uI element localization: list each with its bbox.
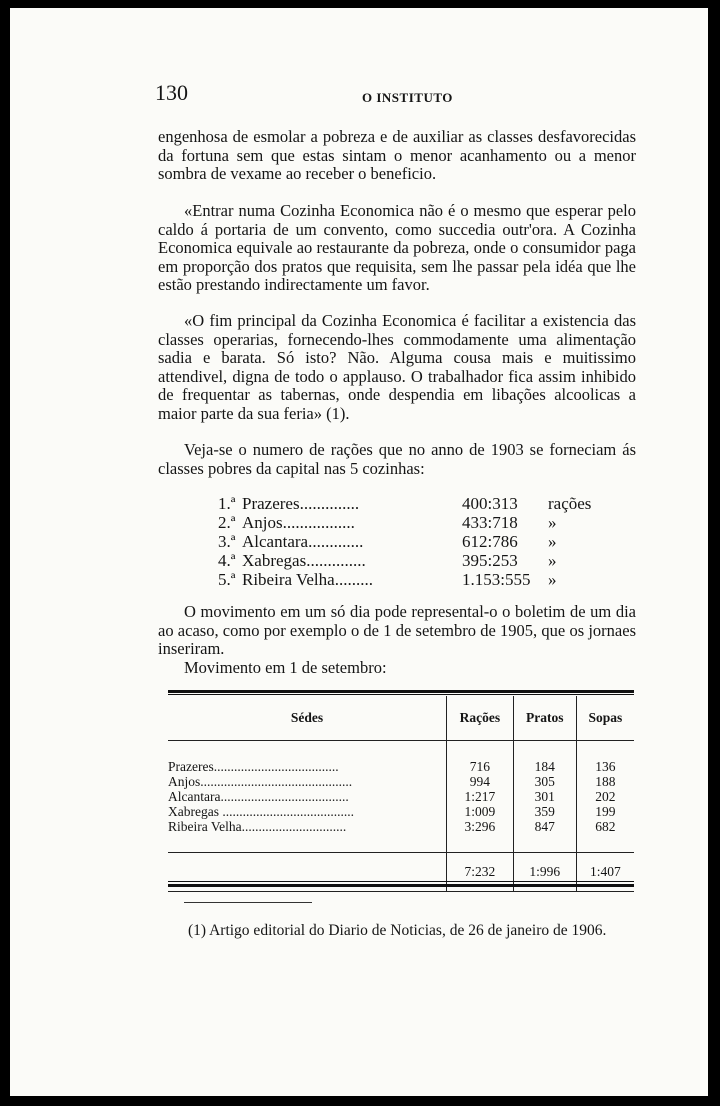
- list-item: [218, 570, 598, 589]
- cell-sopas: 202: [576, 789, 634, 804]
- cell-racoes: 1:009: [447, 804, 514, 819]
- cell-sopas: 199: [576, 804, 634, 819]
- list-unit: »: [548, 513, 557, 532]
- table-top-rule-thin: [168, 694, 634, 695]
- paragraph: «O fim principal da Cozinha Economica é facilitar a existencia das classes operarias, fornecendo-lhes commodamente uma alimentação sadia e barata. Só isto? Não. Alguma cousa mais e muitissimo attendivel, digna de todo o applauso. O trabalhador fica assim inhibido de frequentar as tabernas, onde despendia em libações alcoolicas a maior parte da sua feria» (1).: [158, 311, 636, 423]
- table-row: [168, 789, 634, 804]
- table-row: [168, 774, 634, 789]
- cell-sopas: 188: [576, 774, 634, 789]
- cell-racoes: 3:296: [447, 819, 514, 834]
- paragraph: Movimento em 1 de setembro:: [184, 658, 387, 677]
- table-row: [168, 804, 634, 819]
- column-header-sopas: Sopas: [576, 696, 634, 741]
- list-name: Anjos.................: [242, 513, 355, 532]
- list-name: Prazeres..............: [242, 494, 360, 513]
- table-bottom-rule-thin: [168, 881, 634, 882]
- list-ordinal: 3.ª: [218, 532, 236, 551]
- cell-pratos: 847: [513, 819, 576, 834]
- list-ordinal: 5.ª: [218, 570, 236, 589]
- cell-racoes: 1:217: [447, 789, 514, 804]
- list-value: 1.153:555: [462, 570, 531, 589]
- total-pratos: 1:996: [513, 853, 576, 892]
- paragraph: engenhosa de esmolar a pobreza e de auxiliar as classes desfavorecidas da fortuna sem que estas sintam o menor acanhamento ou a menor sombra de vexame ao receber o beneficio.: [158, 127, 636, 184]
- list-unit: »: [548, 551, 557, 570]
- list-item: [218, 551, 598, 570]
- list-ordinal: 2.ª: [218, 513, 236, 532]
- column-header-sedes: Sédes: [168, 696, 447, 741]
- list-unit: rações: [548, 494, 592, 513]
- list-item: [218, 513, 598, 532]
- list-name: Xabregas..............: [242, 551, 366, 570]
- cell-pratos: 305: [513, 774, 576, 789]
- cell-sopas: 136: [576, 759, 634, 774]
- column-header-pratos: Pratos: [513, 696, 576, 741]
- cell-sopas: 682: [576, 819, 634, 834]
- cell-sede: Anjos.............................................: [168, 774, 353, 789]
- list-value: 433:718: [462, 513, 518, 532]
- list-item: [218, 532, 598, 551]
- paragraph: O movimento em um só dia pode represental-o o boletim de um dia ao acaso, como por exemplo o de 1 de setembro de 1905, que os jornaes inseriram.: [158, 602, 636, 659]
- list-unit: »: [548, 570, 557, 589]
- list-value: 612:786: [462, 532, 518, 551]
- cell-sede: Xabregas .......................................: [168, 804, 354, 819]
- list-name: Alcantara.............: [242, 532, 364, 551]
- running-title: O INSTITUTO: [362, 90, 453, 105]
- list-ordinal: 1.ª: [218, 494, 236, 513]
- paragraph: «Entrar numa Cozinha Economica não é o mesmo que esperar pelo caldo á portaria de um convento, como succedia outr'ora. A Cozinha Economica equivale ao restaurante da pobreza, onde o consumidor paga em proporção dos pratos que requisita, sem lhe passar pela idéa que lhe estão prestando indirectamente um favor.: [158, 201, 636, 295]
- cell-sede: Alcantara......................................: [168, 789, 349, 804]
- table-bottom-rule: [168, 884, 634, 887]
- ration-list: [218, 494, 598, 589]
- cell-sede: Ribeira Velha...............................: [168, 819, 347, 834]
- list-name: Ribeira Velha.........: [242, 570, 373, 589]
- table-row: [168, 819, 634, 834]
- column-header-racoes: Rações: [447, 696, 514, 741]
- cell-pratos: 359: [513, 804, 576, 819]
- footnote: (1) Artigo editorial do Diario de Noticias, de 26 de janeiro de 1906.: [188, 922, 607, 939]
- cell-racoes: 994: [447, 774, 514, 789]
- cell-sede: Prazeres.....................................: [168, 759, 339, 774]
- list-value: 395:253: [462, 551, 518, 570]
- cell-racoes: 716: [447, 759, 514, 774]
- total-sopas: 1:407: [576, 853, 634, 892]
- footnote-separator: [184, 902, 312, 903]
- page-number: 130: [155, 80, 188, 105]
- list-ordinal: 4.ª: [218, 551, 236, 570]
- table-row: [168, 759, 634, 774]
- table-top-rule: [168, 690, 634, 693]
- cell-pratos: 301: [513, 789, 576, 804]
- total-racoes: 7:232: [447, 853, 514, 892]
- list-item: [218, 494, 598, 513]
- table-header-row: [168, 696, 634, 741]
- cell-pratos: 184: [513, 759, 576, 774]
- document-page: [10, 8, 708, 1096]
- paragraph: Veja-se o numero de rações que no anno de 1903 se forneciam ás classes pobres da capital nas 5 cozinhas:: [158, 440, 636, 478]
- list-value: 400:313: [462, 494, 518, 513]
- movement-table: [168, 696, 634, 892]
- list-unit: »: [548, 532, 557, 551]
